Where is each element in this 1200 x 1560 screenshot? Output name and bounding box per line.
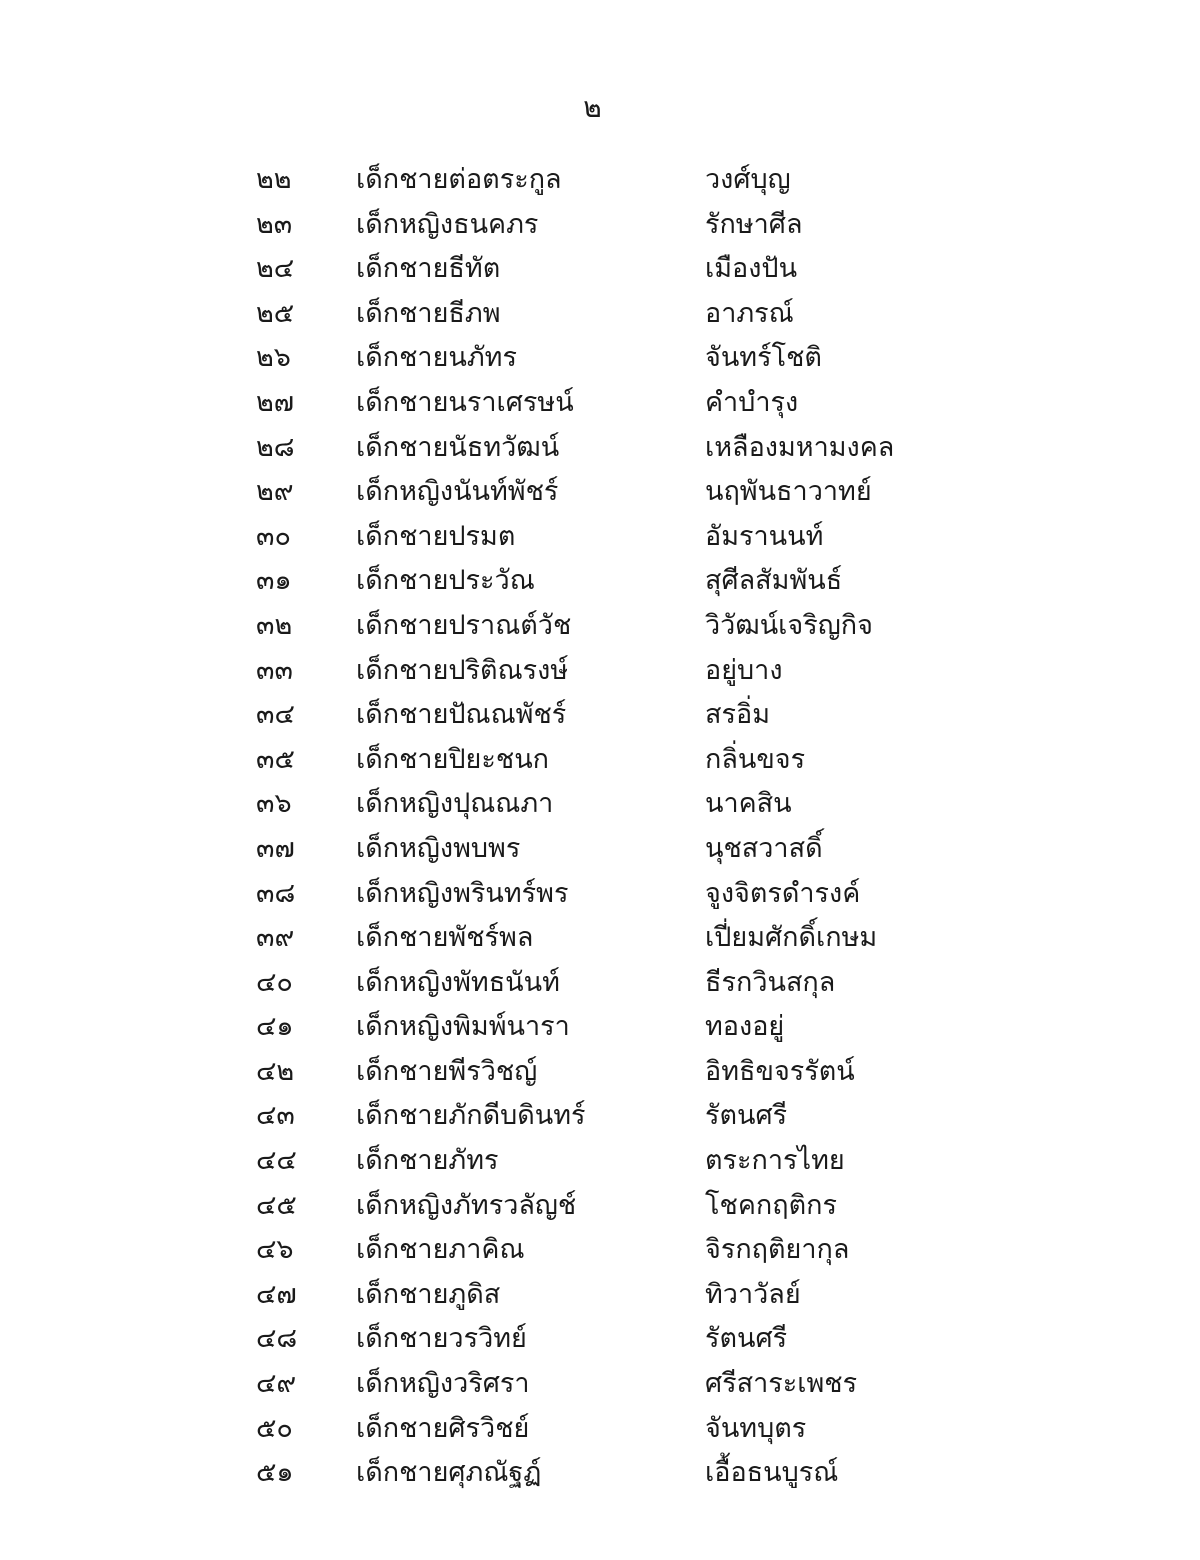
entry-number: ๒๘ bbox=[256, 431, 295, 463]
entry-surname: จิรกฤติยากุล bbox=[705, 1234, 850, 1266]
entry-name: เด็กชายปิยะชนก bbox=[356, 743, 550, 775]
entry-name: เด็กชายนราเศรษน์ bbox=[356, 386, 574, 418]
entry-number: ๒๔ bbox=[256, 253, 295, 285]
list-item bbox=[0, 1317, 1200, 1362]
entry-surname: จันทร์โชติ bbox=[705, 342, 822, 374]
page-number: ๒ bbox=[583, 91, 602, 124]
entry-name: เด็กชายประวัณ bbox=[356, 565, 535, 597]
entry-name: เด็กชายศุภณัฐฏ์ bbox=[356, 1457, 542, 1489]
entry-number: ๓๖ bbox=[256, 788, 292, 820]
entry-surname: เหลืองมหามงคล bbox=[705, 431, 895, 463]
entry-number: ๒๒ bbox=[256, 164, 292, 195]
entry-number: ๔๖ bbox=[256, 1234, 294, 1266]
entry-surname: ตระการไทย bbox=[705, 1145, 845, 1177]
entry-surname: โชคกฤติกร bbox=[705, 1189, 837, 1221]
list-item bbox=[0, 470, 1200, 515]
list-item bbox=[0, 1407, 1200, 1452]
entry-name: เด็กชายปรมต bbox=[356, 520, 516, 552]
entry-surname: อิทธิขจรรัตน์ bbox=[705, 1055, 855, 1087]
entry-number: ๓๔ bbox=[256, 699, 295, 731]
list-item bbox=[0, 426, 1200, 471]
entry-name: เด็กชายปริติณรงษ์ bbox=[356, 654, 569, 686]
entry-surname: ทองอยู่ bbox=[705, 1011, 785, 1043]
entry-name: เด็กชายนัธทวัฒน์ bbox=[356, 431, 560, 463]
entry-surname: จูงจิตรดำรงค์ bbox=[705, 877, 861, 909]
list-item bbox=[0, 1184, 1200, 1229]
entry-name: เด็กชายนภัทร bbox=[356, 342, 517, 374]
entry-surname: วิวัฒน์เจริญกิจ bbox=[705, 609, 873, 641]
entry-surname: วงศ์บุญ bbox=[705, 164, 791, 195]
entry-number: ๓๙ bbox=[256, 922, 295, 954]
entry-number: ๔๔ bbox=[256, 1145, 297, 1177]
entry-name: เด็กหญิงพิมพ์นารา bbox=[356, 1011, 570, 1043]
entry-surname: เปี่ยมศักดิ์เกษม bbox=[705, 922, 878, 954]
entry-number: ๓๘ bbox=[256, 877, 296, 909]
list-item bbox=[0, 693, 1200, 738]
entry-number: ๔๑ bbox=[256, 1011, 294, 1043]
entry-name: เด็กหญิงวริศรา bbox=[356, 1368, 530, 1400]
entry-name: เด็กหญิงพบพร bbox=[356, 832, 521, 864]
entry-surname: ทิวาวัลย์ bbox=[705, 1278, 801, 1310]
entry-name: เด็กชายต่อตระกูล bbox=[356, 164, 562, 195]
entry-number: ๒๗ bbox=[256, 386, 295, 418]
entry-surname: ศรีสาระเพชร bbox=[705, 1368, 858, 1400]
name-list bbox=[0, 158, 1200, 1496]
entry-name: เด็กหญิงนันท์พัชร์ bbox=[356, 476, 559, 508]
list-item bbox=[0, 738, 1200, 783]
list-item bbox=[0, 559, 1200, 604]
entry-number: ๔๘ bbox=[256, 1323, 298, 1355]
entry-surname: เอื้อธนบูรณ์ bbox=[705, 1457, 839, 1489]
entry-name: เด็กชายภูดิส bbox=[356, 1278, 501, 1310]
list-item bbox=[0, 247, 1200, 292]
entry-number: ๔๓ bbox=[256, 1100, 295, 1132]
entry-name: เด็กหญิงพรินทร์พร bbox=[356, 877, 569, 909]
list-item bbox=[0, 782, 1200, 827]
entry-surname: กลิ่นขจร bbox=[705, 743, 806, 775]
entry-surname: ธีรกวินสกุล bbox=[705, 966, 836, 998]
list-item bbox=[0, 203, 1200, 248]
list-item bbox=[0, 1094, 1200, 1139]
entry-name: เด็กหญิงภัทรวลัญช์ bbox=[356, 1189, 577, 1221]
list-item bbox=[0, 1228, 1200, 1273]
list-item bbox=[0, 649, 1200, 694]
entry-number: ๔๕ bbox=[256, 1189, 297, 1221]
list-item bbox=[0, 292, 1200, 337]
entry-name: เด็กชายปราณต์วัช bbox=[356, 609, 572, 641]
entry-name: เด็กชายธีทัต bbox=[356, 253, 501, 285]
list-item bbox=[0, 916, 1200, 961]
entry-number: ๒๖ bbox=[256, 342, 291, 374]
list-item bbox=[0, 158, 1200, 203]
entry-surname: นุชสวาสดิ์ bbox=[705, 832, 823, 864]
entry-number: ๓๓ bbox=[256, 654, 293, 686]
list-item bbox=[0, 827, 1200, 872]
entry-name: เด็กชายศิรวิชย์ bbox=[356, 1412, 530, 1444]
entry-name: เด็กชายพัชร์พล bbox=[356, 922, 534, 954]
list-item bbox=[0, 1050, 1200, 1095]
entry-number: ๒๓ bbox=[256, 208, 293, 240]
list-item bbox=[0, 1273, 1200, 1318]
entry-name: เด็กหญิงธนคภร bbox=[356, 208, 539, 240]
entry-number: ๒๙ bbox=[256, 476, 294, 508]
entry-name: เด็กชายภักดีบดินทร์ bbox=[356, 1100, 586, 1132]
entry-number: ๔๗ bbox=[256, 1278, 297, 1310]
list-item bbox=[0, 1005, 1200, 1050]
entry-surname: เมืองปัน bbox=[705, 253, 798, 285]
entry-number: ๔๙ bbox=[256, 1368, 297, 1400]
entry-name: เด็กชายธีภพ bbox=[356, 297, 501, 329]
entry-number: ๓๒ bbox=[256, 609, 293, 641]
entry-surname: จันทบุตร bbox=[705, 1412, 807, 1444]
entry-surname: อาภรณ์ bbox=[705, 297, 794, 329]
entry-number: ๕๑ bbox=[256, 1457, 294, 1489]
entry-number: ๒๕ bbox=[256, 297, 295, 329]
entry-name: เด็กชายปัณณพัชร์ bbox=[356, 699, 567, 731]
entry-number: ๕๐ bbox=[256, 1412, 293, 1444]
entry-name: เด็กชายพีรวิชญ์ bbox=[356, 1055, 538, 1087]
entry-name: เด็กชายวรวิทย์ bbox=[356, 1323, 527, 1355]
list-item bbox=[0, 872, 1200, 917]
entry-name: เด็กหญิงพัทธนันท์ bbox=[356, 966, 560, 998]
list-item bbox=[0, 1139, 1200, 1184]
entry-number: ๔๐ bbox=[256, 966, 293, 998]
entry-number: ๔๒ bbox=[256, 1055, 295, 1087]
list-item bbox=[0, 381, 1200, 426]
entry-name: เด็กชายภาคิณ bbox=[356, 1234, 525, 1266]
entry-number: ๓๑ bbox=[256, 565, 292, 597]
entry-surname: รัตนศรี bbox=[705, 1100, 788, 1132]
entry-name: เด็กชายภัทร bbox=[356, 1145, 499, 1177]
entry-surname: นฤพันธาวาทย์ bbox=[705, 476, 872, 508]
list-item bbox=[0, 604, 1200, 649]
entry-name: เด็กหญิงปุณณภา bbox=[356, 788, 554, 820]
list-item bbox=[0, 961, 1200, 1006]
entry-surname: สรอิ่ม bbox=[705, 699, 770, 731]
entry-number: ๓๐ bbox=[256, 520, 291, 552]
entry-surname: นาคสิน bbox=[705, 788, 792, 820]
entry-number: ๓๕ bbox=[256, 743, 295, 775]
entry-surname: อยู่บาง bbox=[705, 654, 783, 686]
entry-surname: สุศีลสัมพันธ์ bbox=[705, 565, 843, 597]
list-item bbox=[0, 515, 1200, 560]
entry-surname: รักษาศีล bbox=[705, 208, 803, 240]
entry-surname: คำบำรุง bbox=[705, 386, 799, 418]
list-item bbox=[0, 1451, 1200, 1496]
entry-surname: รัตนศรี bbox=[705, 1323, 788, 1355]
list-item bbox=[0, 1362, 1200, 1407]
entry-surname: อัมรานนท์ bbox=[705, 520, 824, 552]
list-item bbox=[0, 336, 1200, 381]
entry-number: ๓๗ bbox=[256, 832, 295, 864]
